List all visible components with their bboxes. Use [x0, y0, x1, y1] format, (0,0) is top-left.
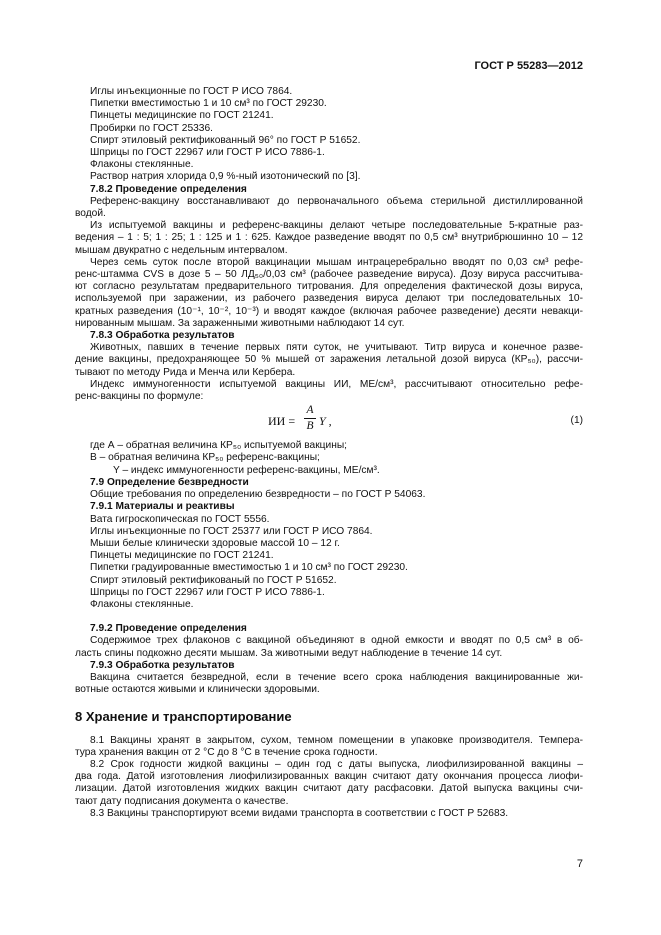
- text-line: ведения – 1 : 5; 1 : 25; 1 : 125 и 1 : 625. Каждое разведение вводят по 0,5 см³ внутрибрюшинно 10 – 12: [75, 232, 583, 244]
- text-line: ют согласно результатам предварительного титрования. Для определения фактической дозы вируса,: [75, 281, 583, 293]
- text-line: нированным мышам. За зараженными животными наблюдают 14 сут.: [75, 317, 405, 329]
- text-line: Пипетки градуированные вместимостью 1 и 10 см³ по ГОСТ 29230.: [90, 562, 408, 574]
- text-line: Животных, павших в течение первых пяти суток, не учитывают. Титр вируса и конечное разве-: [90, 342, 583, 354]
- text-line: водой.: [75, 208, 106, 220]
- text-line: ласть спины подкожно десяти мышам. За животными ведут наблюдение в течение 14 сут.: [75, 647, 503, 659]
- text-line: где А – обратная величина КР₅₀ испытуемой вакцины;: [90, 440, 347, 452]
- subsection-heading: 7.9.2 Проведение определения: [90, 623, 247, 635]
- text-line: вотные остаются живыми и клинически здоровыми.: [75, 684, 320, 696]
- text-line: Спирт этиловый ректификованый по ГОСТ Р 51652.: [90, 574, 337, 586]
- section-heading: 8 Хранение и транспортирование: [75, 709, 292, 725]
- text-line: Y – индекс иммуногенности референс-вакцины, МЕ/см³.: [113, 464, 380, 476]
- text-line: Пипетки вместимостью 1 и 10 см³ по ГОСТ 29230.: [90, 98, 327, 110]
- text-line: Пинцеты медицинские по ГОСТ 21241.: [90, 110, 274, 122]
- spacer: [75, 611, 583, 623]
- text-line: 8.3 Вакцины транспортируют всеми видами транспорта в соответствии с ГОСТ Р 52683.: [90, 807, 509, 819]
- text-line: Спирт этиловый ректификованный 96° по ГОСТ Р 51652.: [90, 134, 361, 146]
- subsection-heading: 7.9.1 Материалы и реактивы: [90, 501, 235, 513]
- subsection-heading: 7.8.2 Проведение определения: [90, 183, 247, 195]
- formula-rhs: Y ,: [319, 414, 332, 429]
- text-line: мышам двукратно с недельным интервалом.: [75, 244, 288, 256]
- text-line: дение вакцины, предохраняющее 50 % мышей от заражения летальной дозой вируса (КР₅₀), рассчи-: [75, 354, 583, 366]
- text-line: Индекс иммуногенности испытуемой вакцины ИИ, МЕ/см³, рассчитывают относительно рефе-: [90, 378, 583, 390]
- text-line: 8.2 Срок годности жидкой вакцины – один год с даты выпуска, лиофилизированной вакцины –: [90, 758, 583, 770]
- text-line: Содержимое трех флаконов с вакциной объединяют в одной емкости и вводят по 0,5 см³ в об-: [90, 635, 583, 647]
- text-line: Раствор натрия хлорида 0,9 %-ный изотонический по [3].: [90, 171, 361, 183]
- text-line: В – обратная величина КР₅₀ референс-вакцины;: [90, 452, 320, 464]
- document-code: ГОСТ Р 55283—2012: [474, 60, 583, 72]
- text-line: используемой при заражении, из рабочего разведения вируса делают три последовательных 10-: [75, 293, 583, 305]
- fraction-bar: [304, 418, 316, 419]
- formula-denominator: В: [306, 420, 314, 433]
- text-line: кратных разведения (10⁻¹, 10⁻², 10⁻³) и вводят каждое (включая рабочее разведение) десяти невакци-: [75, 305, 583, 317]
- text-line: Мыши белые клинически здоровые массой 10 – 12 г.: [90, 537, 340, 549]
- text-line: Пробирки по ГОСТ 25336.: [90, 122, 213, 134]
- text-line: тура хранения вакцин от 2 °С до 8 °С в течение срока годности.: [75, 746, 378, 758]
- text-line: Вакцина считается безвредной, если в течение всего срока наблюдения вакцинированные жи-: [90, 671, 583, 683]
- text-line: ренс-вакцины по формуле:: [75, 391, 204, 403]
- text-line: Вата гигроскопическая по ГОСТ 5556.: [90, 513, 270, 525]
- text-line: тают дату подписания документа о качестве.: [75, 795, 289, 807]
- formula-fraction: [304, 404, 316, 433]
- text-line: ренс-штамма CVS в дозе 5 – 50 ЛД₅₀/0,03 см³ (рабочее разведение вируса). Дозу вируса рассчитыва-: [75, 269, 583, 281]
- text-line: Референс-вакцину восстанавливают до первоначального объема стерильной дистиллированной: [90, 195, 583, 207]
- text-line: 8.1 Вакцины хранят в закрытом, сухом, темном помещении в упаковке производителя. Темпера-: [90, 734, 583, 746]
- text-line: Шприцы по ГОСТ 22967 или ГОСТ Р ИСО 7886-1.: [90, 147, 325, 159]
- page-number: 7: [576, 858, 583, 870]
- text-line: лизации. Датой изготовления жидких вакцин считают дату расфасовки. Датой выпуска вакцины счи-: [75, 783, 583, 795]
- text-line: Через семь суток после второй вакцинации мышам интрацеребрально вводят по 0,03 см³ рефе-: [90, 256, 583, 268]
- text-line: два года. Датой изготовления лиофилизированных вакцин считают дату окончания процесса лиофи-: [75, 771, 583, 783]
- formula-numerator: А: [306, 404, 314, 417]
- text-line: Общие требования по определению безвредности – по ГОСТ Р 54063.: [90, 489, 426, 501]
- formula-number: (1): [570, 415, 583, 427]
- subsection-heading: 7.8.3 Обработка результатов: [90, 330, 235, 342]
- text-line: Из испытуемой вакцины и референс-вакцины делают четыре последовательные 5-кратные раз-: [90, 220, 583, 232]
- text-line: Шприцы по ГОСТ 22967 или ГОСТ Р ИСО 7886-1.: [90, 586, 325, 598]
- text-line: Иглы инъекционные по ГОСТ 25377 или ГОСТ Р ИСО 7864.: [90, 525, 373, 537]
- text-line: Флаконы стеклянные.: [90, 159, 194, 171]
- formula: [75, 404, 583, 438]
- subsection-heading: 7.9 Определение безвредности: [90, 476, 249, 488]
- page-body: [75, 86, 583, 820]
- text-line: Иглы инъекционные по ГОСТ Р ИСО 7864.: [90, 86, 293, 97]
- text-line: тывают по методу Рида и Менча или Кербера.: [75, 366, 296, 378]
- formula-lhs: ИИ =: [268, 414, 296, 429]
- text-line: Пинцеты медицинские по ГОСТ 21241.: [90, 550, 274, 562]
- subsection-heading: 7.9.3 Обработка результатов: [90, 659, 235, 671]
- text-line: Флаконы стеклянные.: [90, 598, 194, 610]
